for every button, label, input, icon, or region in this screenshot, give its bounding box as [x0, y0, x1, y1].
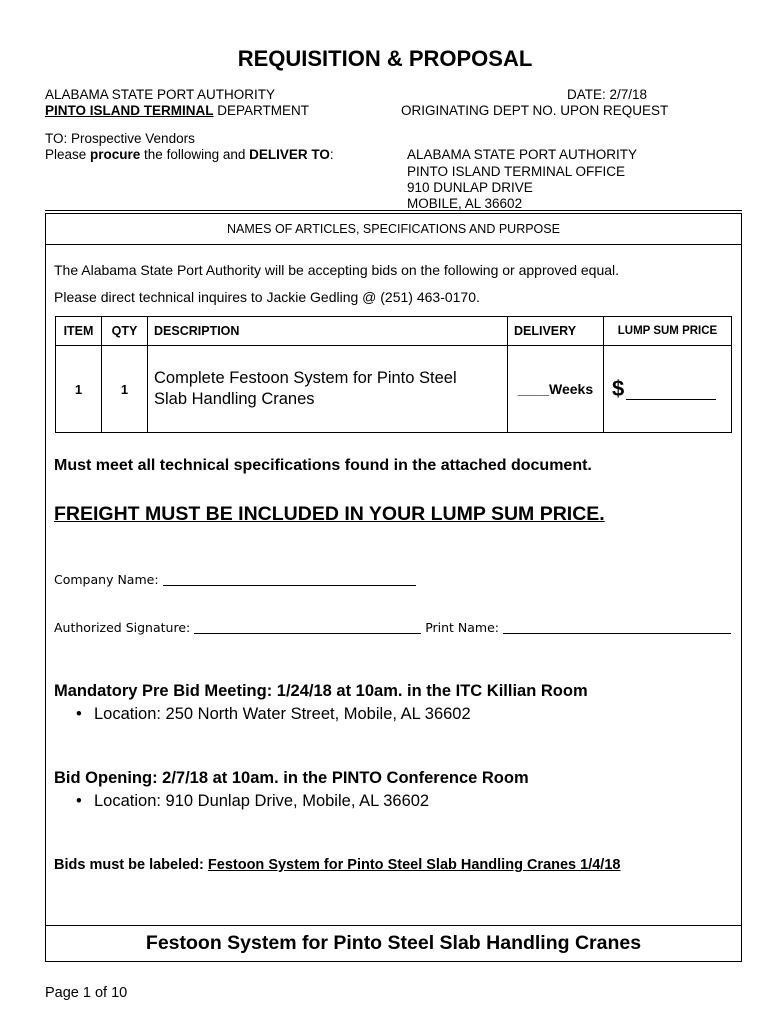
description-line-2: Slab Handling Cranes	[154, 390, 315, 408]
department-line	[45, 102, 309, 119]
table-row	[56, 346, 732, 433]
deliver-to-word: DELIVER TO	[249, 147, 330, 162]
procure-word: procure	[90, 147, 141, 162]
dollar-sign: $	[612, 376, 625, 401]
procure-prefix: Please	[45, 147, 91, 162]
footer-divider	[45, 925, 742, 926]
print-name-label: Print Name:	[421, 620, 503, 635]
company-name-field[interactable]	[163, 573, 416, 586]
bid-opening-location-text: Location: 910 Dunlap Drive, Mobile, AL 36602	[94, 792, 430, 810]
bid-opening-title: Bid Opening: 2/7/18 at 10am. in the PINTO Conference Room	[54, 769, 529, 787]
prebid-meeting-title: Mandatory Pre Bid Meeting: 1/24/18 at 10am. in the ITC Killian Room	[54, 682, 588, 700]
items-table	[55, 316, 732, 433]
freight-notice: FREIGHT MUST BE INCLUDED IN YOUR LUMP SUM PRICE.	[54, 503, 605, 525]
header-description: DESCRIPTION	[148, 317, 508, 346]
bullet-icon: •	[76, 705, 82, 723]
header-lump-sum-price: LUMP SUM PRICE	[604, 317, 732, 346]
delivery-address-1: ALABAMA STATE PORT AUTHORITY	[407, 147, 638, 162]
delivery-blank[interactable]: ____	[517, 381, 550, 397]
header-item: ITEM	[56, 317, 102, 346]
specs-notice: Must meet all technical specifications found in the attached document.	[54, 457, 592, 474]
signature-row	[54, 620, 731, 635]
procure-following: the following and	[140, 147, 250, 162]
intro-line-1: The Alabama State Port Authority will be accepting bids on the following or approved equal.	[54, 262, 620, 278]
page-number: Page 1 of 10	[45, 985, 128, 1001]
cell-item: 1	[56, 346, 102, 433]
delivery-weeks: Weeks	[549, 381, 594, 397]
originating-dept: ORIGINATING DEPT NO. UPON REQUEST	[401, 103, 669, 118]
frame-top-rule	[45, 210, 742, 211]
document-title: REQUISITION & PROPOSAL	[237, 46, 533, 71]
intro-line-2: Please direct technical inquires to Jackie Gedling @ (251) 463-0170.	[54, 289, 480, 305]
footer-title: Festoon System for Pinto Steel Slab Handling Cranes	[145, 932, 642, 954]
authorized-signature-label: Authorized Signature:	[54, 620, 195, 635]
prebid-location-text: Location: 250 North Water Street, Mobile, AL 36602	[94, 705, 471, 723]
bid-label-prefix: Bids must be labeled:	[54, 857, 208, 873]
company-name-label: Company Name:	[54, 572, 163, 587]
cell-qty: 1	[102, 346, 148, 433]
date-line: DATE: 2/7/18	[567, 87, 648, 102]
prebid-location	[76, 705, 471, 724]
print-name-field[interactable]	[503, 621, 731, 634]
delivery-address-3: 910 DUNLAP DRIVE	[407, 180, 533, 195]
heading-divider	[45, 244, 742, 245]
bid-label-text: Festoon System for Pinto Steel Slab Handling Cranes 1/4/18	[207, 857, 621, 873]
description-line-1: Complete Festoon System for Pinto Steel	[154, 369, 457, 387]
cell-delivery[interactable]	[508, 346, 604, 433]
cell-description	[148, 346, 508, 433]
bullet-icon: •	[76, 792, 82, 810]
table-header-row	[56, 317, 732, 346]
procure-line	[45, 146, 334, 163]
delivery-address-4: MOBILE, AL 36602	[407, 196, 523, 211]
terminal-name: PINTO ISLAND TERMINAL	[45, 103, 214, 118]
department-word: DEPARTMENT	[213, 103, 310, 118]
delivery-address-2: PINTO ISLAND TERMINAL OFFICE	[407, 164, 626, 179]
authority-name: ALABAMA STATE PORT AUTHORITY	[45, 87, 276, 102]
procure-colon: :	[329, 147, 334, 162]
company-name-row	[54, 572, 416, 587]
to-line: TO: Prospective Vendors	[45, 131, 195, 146]
header-delivery: DELIVERY	[508, 317, 604, 346]
cell-lump-sum-price[interactable]	[604, 346, 732, 433]
articles-heading: NAMES OF ARTICLES, SPECIFICATIONS AND PURPOSE	[227, 222, 560, 236]
authorized-signature-field[interactable]	[194, 621, 421, 634]
header-qty: QTY	[102, 317, 148, 346]
bid-label-line	[54, 857, 620, 873]
price-blank[interactable]	[626, 381, 716, 400]
bid-opening-location	[76, 792, 429, 811]
